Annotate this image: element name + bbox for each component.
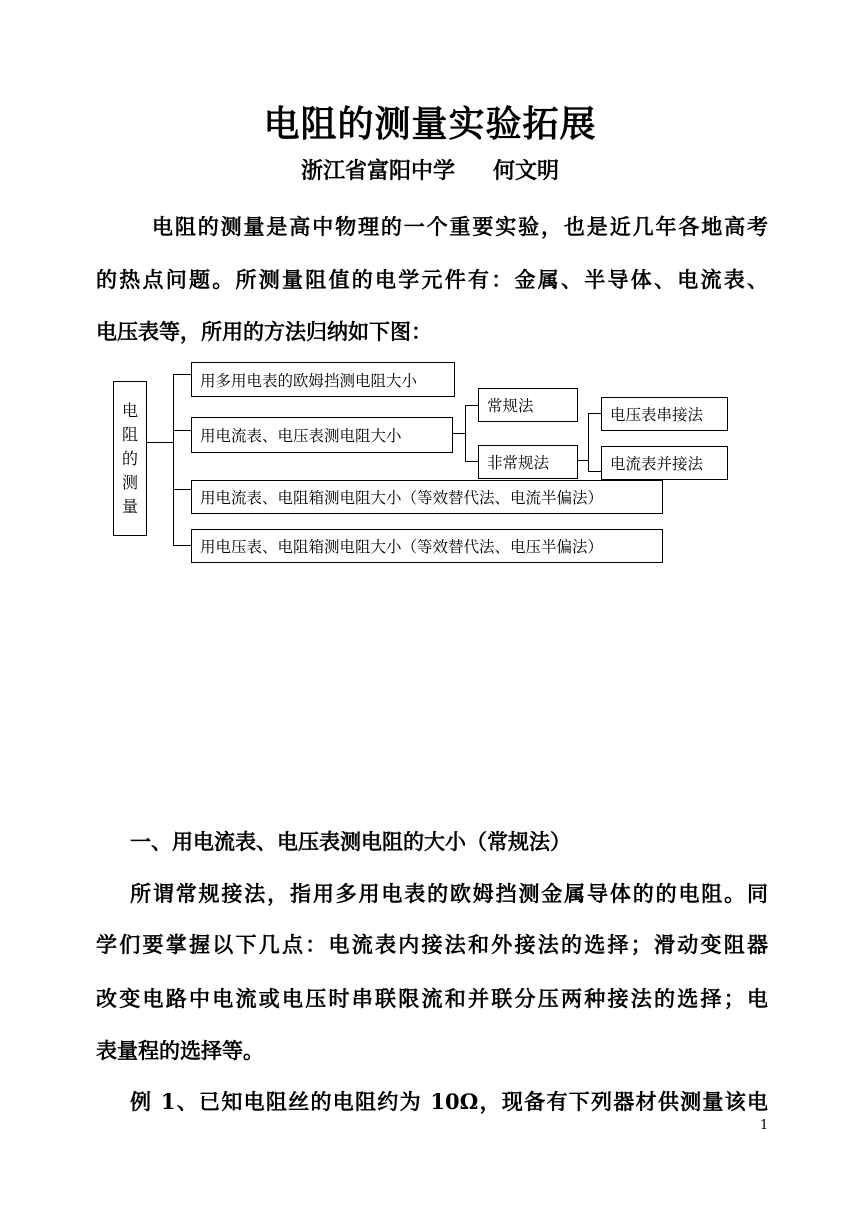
connector-line: [173, 545, 191, 546]
section-1-heading: 一、用电流表、电压表测电阻的大小（常规法）: [130, 829, 571, 854]
connector-line: [465, 461, 478, 462]
page-number: 1: [760, 1118, 769, 1133]
branch-voltmeter-resistance-box: 用电压表、电阻箱测电阻大小（等效替代法、电压半偏法）: [191, 529, 663, 563]
author-school: 浙江省富阳中学: [300, 158, 455, 184]
voltmeter-series-box: 电压表串接法: [601, 397, 728, 431]
root-char: 量: [121, 496, 138, 516]
section-1-line: 改变电路中电流或电压时串联限流和并联分压两种接法的选择；电: [96, 986, 768, 1011]
connector-line: [147, 442, 174, 443]
intro-line-2: 的热点问题。所测量阻值的电学元件有：金属、半导体、电流表、: [96, 267, 768, 292]
connector-line: [465, 405, 466, 462]
document-title: 电阻的测量实验拓展: [263, 103, 597, 145]
intro-line-1: 电阻的测量是高中物理的一个重要实验，也是近几年各地高考: [152, 214, 768, 239]
connector-line: [588, 471, 601, 472]
branch-ohmmeter: 用多用电表的欧姆挡测电阻大小: [191, 362, 455, 397]
unconventional-method-box: 非常规法: [478, 445, 578, 479]
connector-line: [173, 430, 191, 431]
section-1-line: 所谓常规接法，指用多用电表的欧姆挡测金属导体的的电阻。同: [130, 881, 768, 906]
section-1-line: 表量程的选择等。: [96, 1038, 264, 1063]
diagram-root-box: [113, 381, 147, 536]
root-char: 电: [121, 400, 138, 420]
ammeter-parallel-box: 电流表并接法: [601, 446, 728, 480]
root-char: 的: [121, 448, 138, 468]
conventional-method-box: 常规法: [478, 388, 578, 422]
root-char: 阻: [121, 424, 138, 444]
author-line: [0, 154, 860, 185]
connector-line: [173, 374, 174, 546]
example-1-line: 例 1、已知电阻丝的电阻约为 10Ω，现备有下列器材供测量该电: [130, 1089, 768, 1114]
section-1-line: 学们要掌握以下几点：电流表内接法和外接法的选择；滑动变阻器: [96, 932, 768, 957]
author-name: 何文明: [493, 158, 560, 184]
root-char: 测: [121, 472, 138, 492]
connector-line: [173, 489, 191, 490]
connector-line: [173, 374, 191, 375]
intro-line-3: 电压表等，所用的方法归纳如下图：: [96, 319, 432, 344]
branch-ammeter-voltmeter: 用电流表、电压表测电阻大小: [191, 417, 453, 453]
connector-line: [588, 413, 601, 414]
connector-line: [588, 413, 589, 472]
connector-line: [465, 405, 478, 406]
branch-ammeter-resistance-box: 用电流表、电阻箱测电阻大小（等效替代法、电流半偏法）: [191, 480, 663, 514]
